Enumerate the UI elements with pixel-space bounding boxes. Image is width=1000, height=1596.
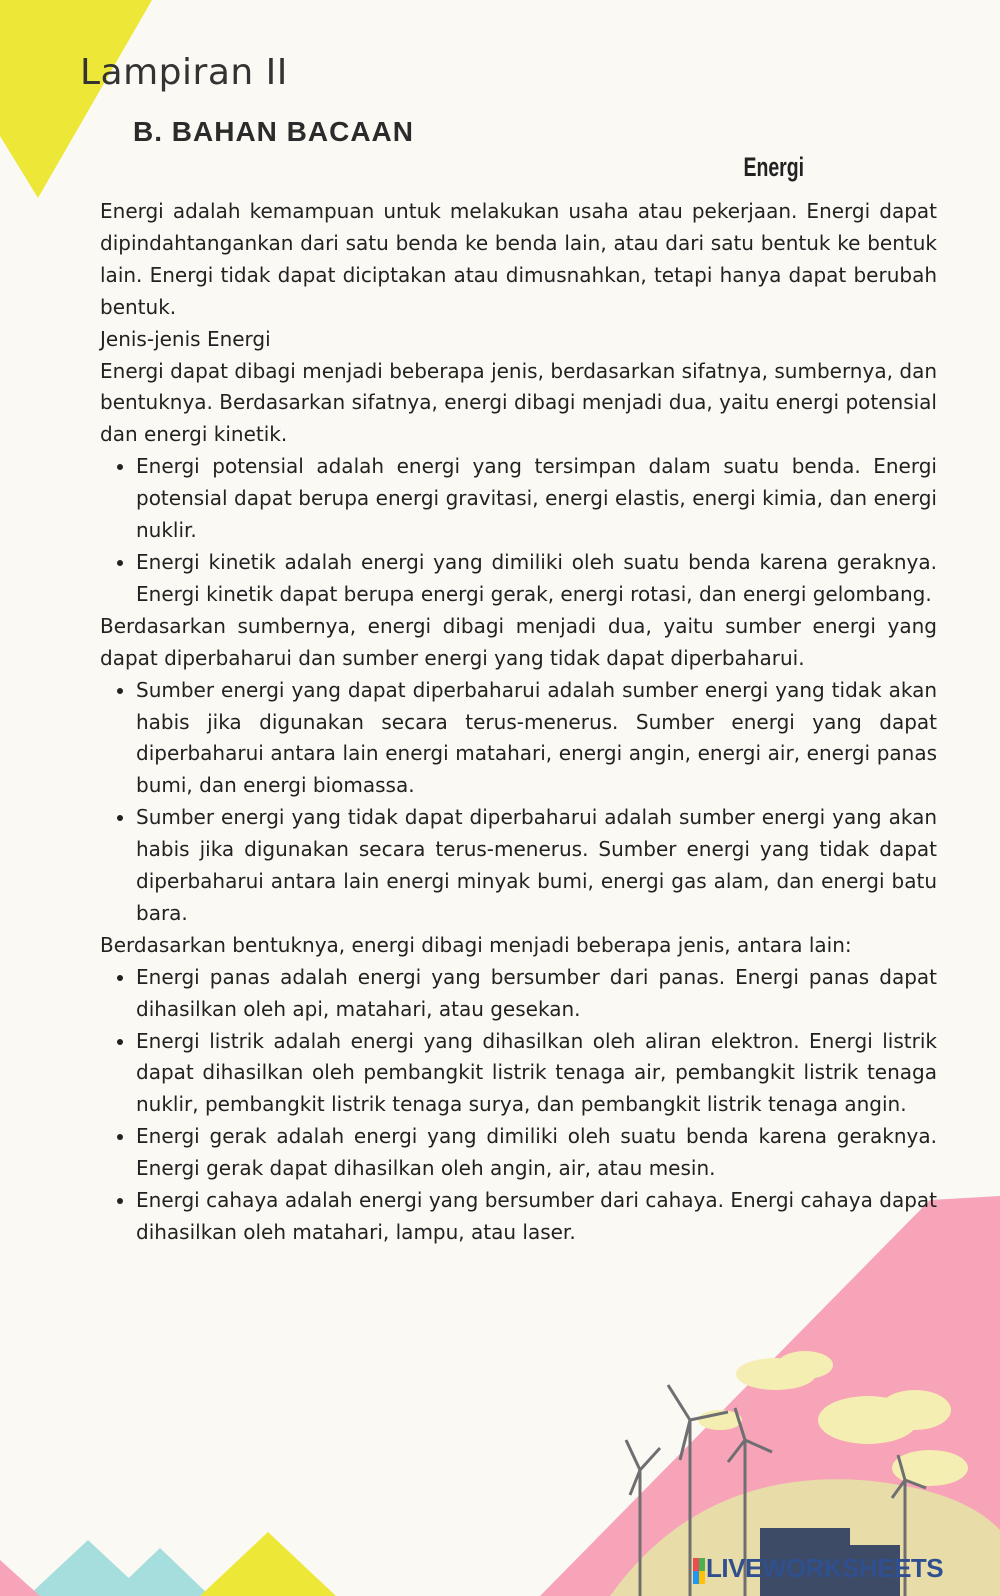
- list-item: • Energi listrik adalah energi yang dihasilkan oleh aliran elektron. Energi listrik dapat dihasilkan oleh pembangkit listrik tenaga air, pembangkit listrik tenaga nuklir, pembangkit listrik tenaga surya, dan pembangkit listrik tenaga angin.: [136, 1026, 937, 1122]
- sumber-paragraph: Berdasarkan sumbernya, energi dibagi menjadi dua, yaitu sumber energi yang dapat diperbaharui dan sumber energi yang tidak dapat diperbaharui.: [100, 613, 937, 670]
- list-item: • Sumber energi yang tidak dapat diperbaharui adalah sumber energi yang akan habis jika digunakan secara terus-menerus. Sumber energi yang tidak dapat diperbaharui antara lain energi minyak bumi, energi gas alam, dan energi batu bara.: [136, 802, 937, 930]
- intro-paragraph: Energi adalah kemampuan untuk melakukan usaha atau pekerjaan. Energi dapat dipindahtangankan dari satu benda ke benda lain, atau dari satu bentuk ke bentuk lain. Energi tidak dapat diciptakan atau dimusnahkan, tetapi hanya dapat berubah bentuk.: [100, 199, 937, 319]
- list-item: • Energi kinetik adalah energi yang dimiliki oleh suatu benda karena geraknya. Energi kinetik dapat berupa energi gerak, energi rotasi, dan energi gelombang.: [136, 547, 937, 611]
- teal-bottom-triangle-2: [110, 1548, 210, 1596]
- bentuk-list: [100, 962, 937, 1249]
- page-title: Lampiran II: [80, 52, 288, 93]
- section-heading: B. BAHAN BACAAN: [133, 116, 414, 147]
- list-item: • Sumber energi yang dapat diperbaharui adalah sumber energi yang tidak akan habis jika digunakan secara terus-menerus. Sumber energi yang dapat diperbaharui antara lain energi matahari, energi angin, energi air, energi panas bumi, dan energi biomassa.: [136, 675, 937, 803]
- reading-title: Energi: [743, 152, 804, 182]
- jenis-paragraph: Energi dapat dibagi menjadi beberapa jenis, berdasarkan sifatnya, sumbernya, dan bentuknya. Berdasarkan sifatnya, energi dibagi menjadi dua, yaitu energi potensial dan energi kinetik.: [100, 358, 937, 447]
- list-item: • Energi cahaya adalah energi yang bersumber dari cahaya. Energi cahaya dapat dihasilkan oleh matahari, lampu, atau laser.: [136, 1185, 937, 1249]
- sumber-list: [100, 675, 937, 930]
- list-item: • Energi gerak adalah energi yang dimiliki oleh suatu benda karena geraknya. Energi gerak dapat dihasilkan oleh angin, air, atau mesin.: [136, 1121, 937, 1185]
- list-item: • Energi potensial adalah energi yang tersimpan dalam suatu benda. Energi potensial dapat berupa energi gravitasi, energi elastis, energi kimia, dan energi nuklir.: [136, 451, 937, 547]
- watermark-text: LIVEWORKSHEETS: [706, 1553, 944, 1583]
- liveworksheets-watermark[interactable]: [690, 1553, 943, 1584]
- bentuk-paragraph: Berdasarkan bentuknya, energi dibagi menjadi beberapa jenis, antara lain:: [100, 932, 852, 957]
- sifat-list: [100, 451, 937, 611]
- jenis-heading: Jenis-jenis Energi: [100, 326, 271, 351]
- yellow-bottom-triangle: [200, 1532, 336, 1596]
- yellow-corner-triangle: [0, 0, 152, 198]
- list-item: • Energi panas adalah energi yang bersumber dari panas. Energi panas dapat dihasilkan oleh api, matahari, atau gesekan.: [136, 962, 937, 1026]
- reading-content: [100, 196, 937, 1249]
